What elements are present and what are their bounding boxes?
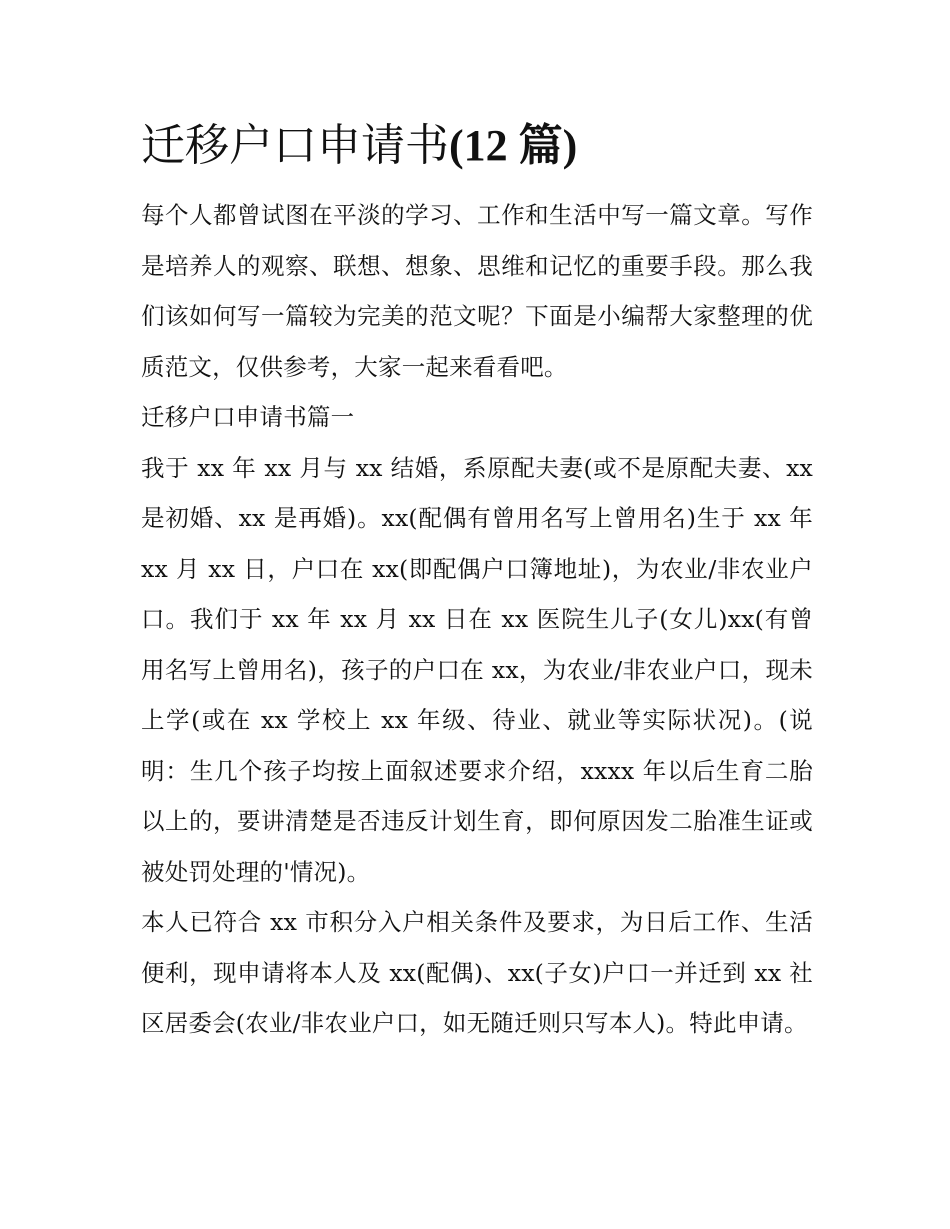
document-title: [141, 110, 813, 182]
section-heading: 迁移户口申请书篇一: [141, 403, 355, 431]
title-suffix: (12 篇): [449, 121, 578, 170]
intro-paragraph: 每个人都曾试图在平淡的学习、工作和生活中写一篇文章。写作是培养人的观察、联想、想象、思维和记忆的重要手段。那么我们该如何写一篇较为完美的范文呢？下面是小编帮大家整理的优质范文，仅供参考，大家一起来看看吧。: [141, 201, 813, 381]
body-paragraph-1: 我于 xx 年 xx 月与 xx 结婚，系原配夫妻(或不是原配夫妻、xx 是初婚、xx 是再婚)。xx(配偶有曾用名写上曾用名)生于 xx 年 xx 月 xx 日，户口在 xx(即配偶户口簿地址)，为农业/非农业户口。我们于 xx 年 xx 月 xx 日在 xx 医院生儿子(女儿)xx(有曾用名写上曾用名)，孩子的户口在 xx，为农业/非农业户口，现未上学(或在 xx 学校上 xx 年级、待业、就业等实际状况)。(说明：生几个孩子均按上面叙述要求介绍，xxxx 年以后生育二胎以上的，要讲清楚是否违反计划生育，即何原因发二胎准生证或被处罚处理的'情况)。: [141, 453, 813, 886]
document-page: [141, 110, 813, 1049]
title-main: 迁移户口申请书: [141, 120, 449, 171]
body-paragraph-2: 本人已符合 xx 市积分入户相关条件及要求，为日后工作、生活便利，现申请将本人及 xx(配偶)、xx(子女)户口一并迁到 xx 社区居委会(农业/非农业户口，如无随迁则只写本人)。特此申请。: [141, 908, 813, 1037]
